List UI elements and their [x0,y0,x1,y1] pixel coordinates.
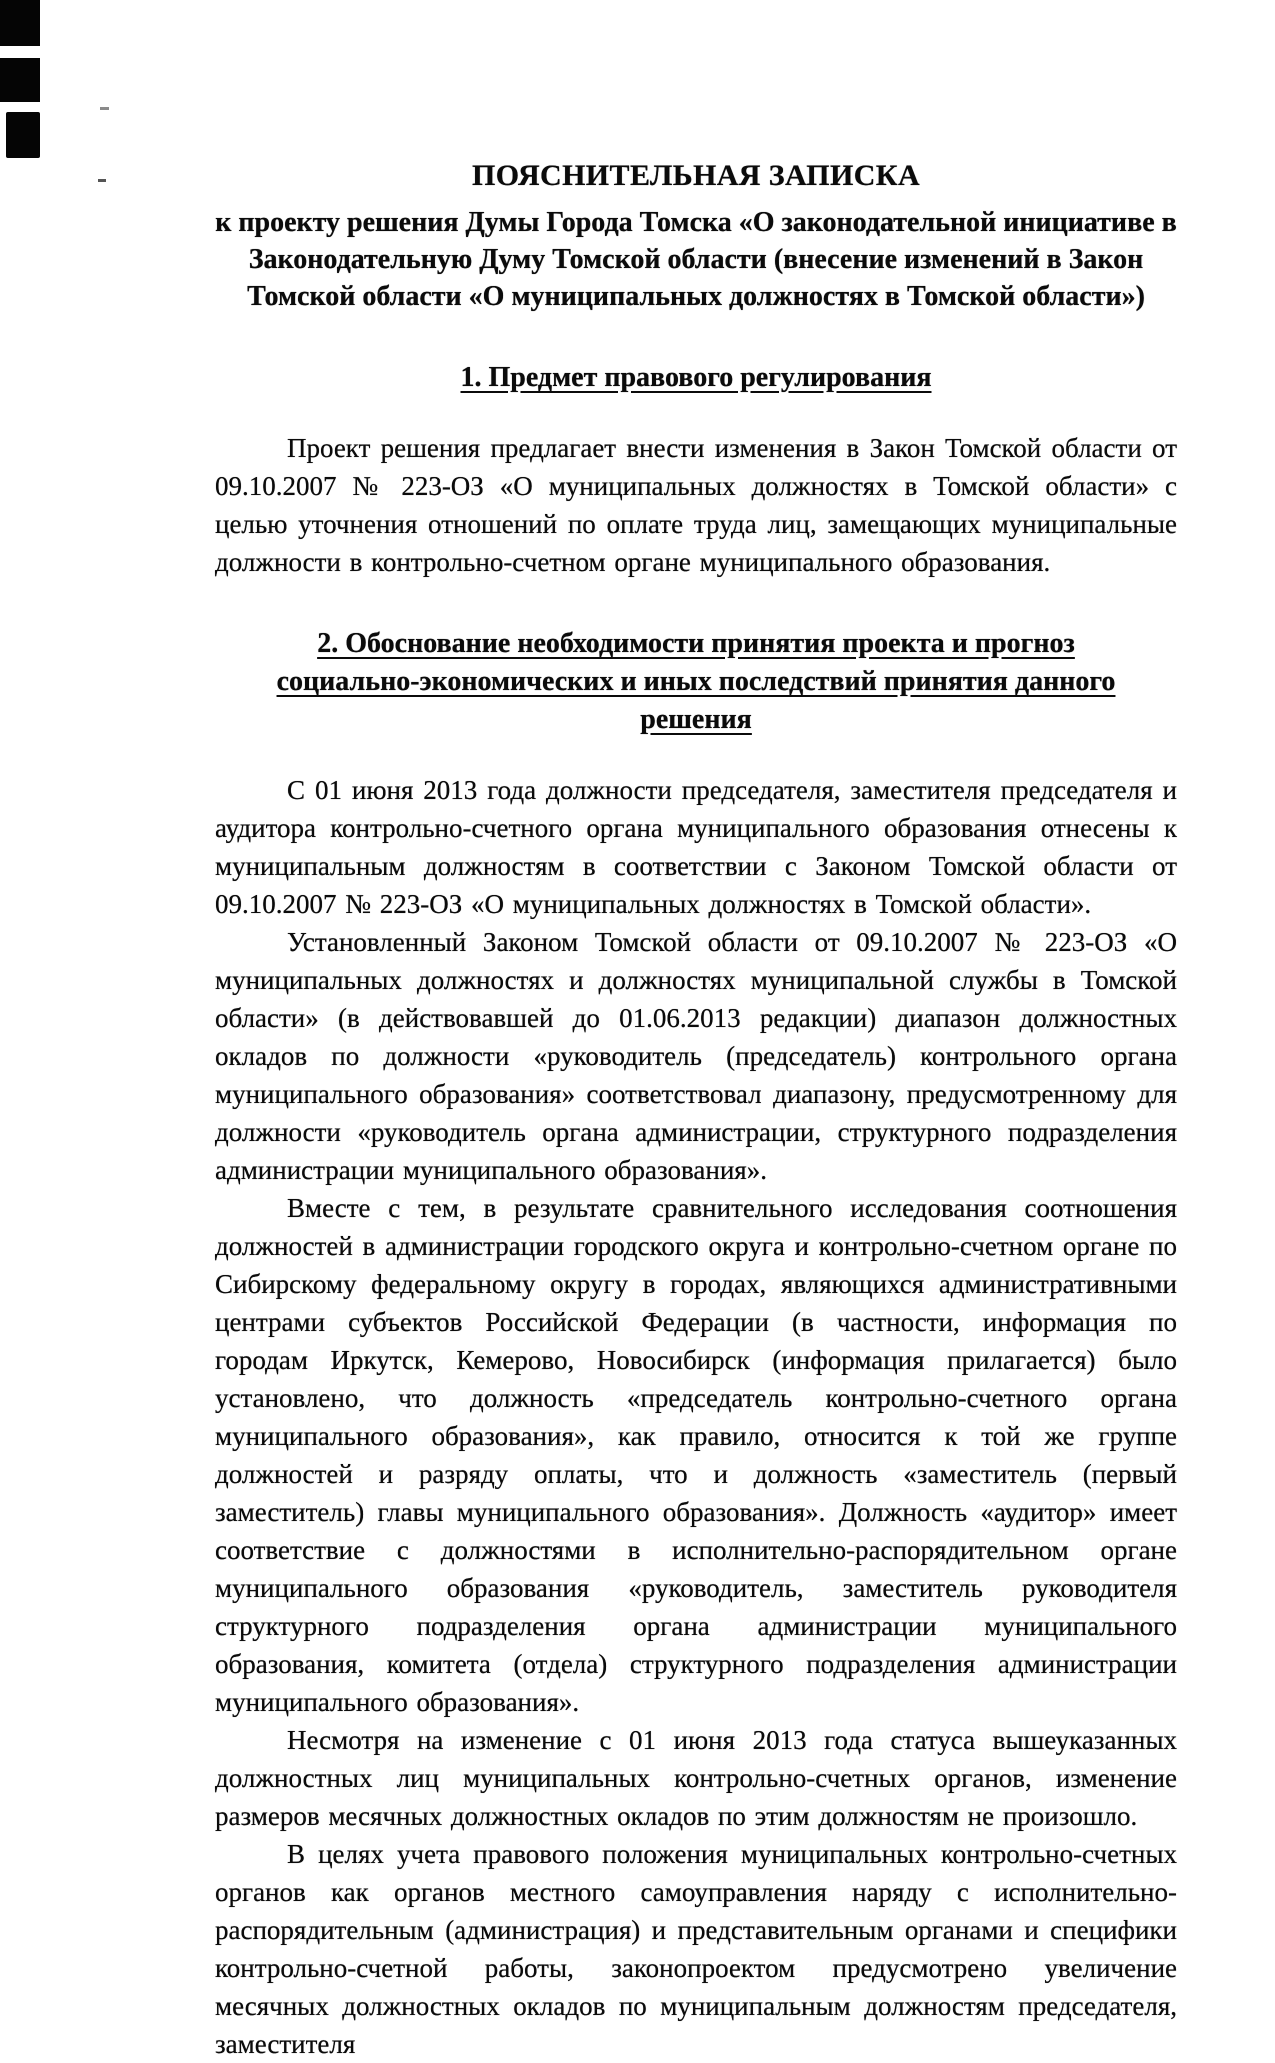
scan-artifact [0,0,40,46]
document-subtitle: к проекту решения Думы Города Томска «О законодательной инициативе в Законодательную Думу Томской области (внесение изменений в Закон Томской области «О муниципальных должностях в Томской области») [215,207,1177,312]
paragraph: Установленный Законом Томской области от 09.10.2007 № 223-ОЗ «О муниципальных должностях и должностях муниципальной службы в Томской области» (в действовавшей до 01.06.2013 редакции) диапазон должностных окладов по должности «руководитель (председатель) контрольного органа муниципального образования» соответствовал диапазону, предусмотренному для должности «руководитель органа администрации, структурного подразделения администрации муниципального образования». [215,927,1177,1185]
section-2-heading: 2. Обоснование необходимости принятия проекта и прогноз социально-экономических и иных последствий принятия данного решения [276,628,1116,735]
section-subject [215,359,1177,581]
scan-artifact [100,107,109,110]
section-justification [215,625,1177,2063]
section-1-heading: 1. Предмет правового регулирования [460,362,932,393]
document-title: ПОЯСНИТЕЛЬНАЯ ЗАПИСКА [471,159,921,192]
scan-artifact [98,179,106,182]
paragraph: Проект решения предлагает внести изменения в Закон Томской области от 09.10.2007 № 223-ОЗ «О муниципальных должностях в Томской области» с целью уточнения отношений по оплате труда лиц, замещающих муниципальные должности в контрольно-счетном органе муниципального образования. [215,433,1177,577]
scan-artifact [6,112,40,158]
scan-artifact [0,58,40,102]
paragraph: В целях учета правового положения муниципальных контрольно-счетных органов как органов местного самоуправления наряду с исполнительно-распорядительным (администрация) и представительным органами и специфики контрольно-счетной работы, законопроектом предусмотрено увеличение месячных должностных окладов по муниципальным должностям председателя, заместителя [215,1839,1177,2059]
paragraph: С 01 июня 2013 года должности председателя, заместителя председателя и аудитора контрольно-счетного органа муниципального образования отнесены к муниципальным должностям в соответствии с Законом Томской области от 09.10.2007 № 223-ОЗ «О муниципальных должностях в Томской области». [215,775,1177,919]
document-content [215,158,1177,2063]
paragraph: Вместе с тем, в результате сравнительного исследования соотношения должностей в администрации городского округа и контрольно-счетном органе по Сибирскому федеральному округу в городах, являющихся административными центрами субъектов Российской Федерации (в частности, информация по городам Иркутск, Кемерово, Новосибирск (информация прилагается) было установлено, что должность «председатель контрольно-счетного органа муниципального образования», как правило, относится к той же группе должностей и разряду оплаты, что и должность «заместитель (первый заместитель) главы муниципального образования». Должность «аудитор» имеет соответствие с должностями в исполнительно-распорядительном органе муниципального образования «руководитель, заместитель руководителя структурного подразделения органа администрации муниципального образования, комитета (отдела) структурного подразделения администрации муниципального образования». [215,1193,1177,1717]
paragraph: Несмотря на изменение с 01 июня 2013 года статуса вышеуказанных должностных лиц муниципальных контрольно-счетных органов, изменение размеров месячных должностных окладов по этим должностям не произошло. [215,1725,1177,1831]
